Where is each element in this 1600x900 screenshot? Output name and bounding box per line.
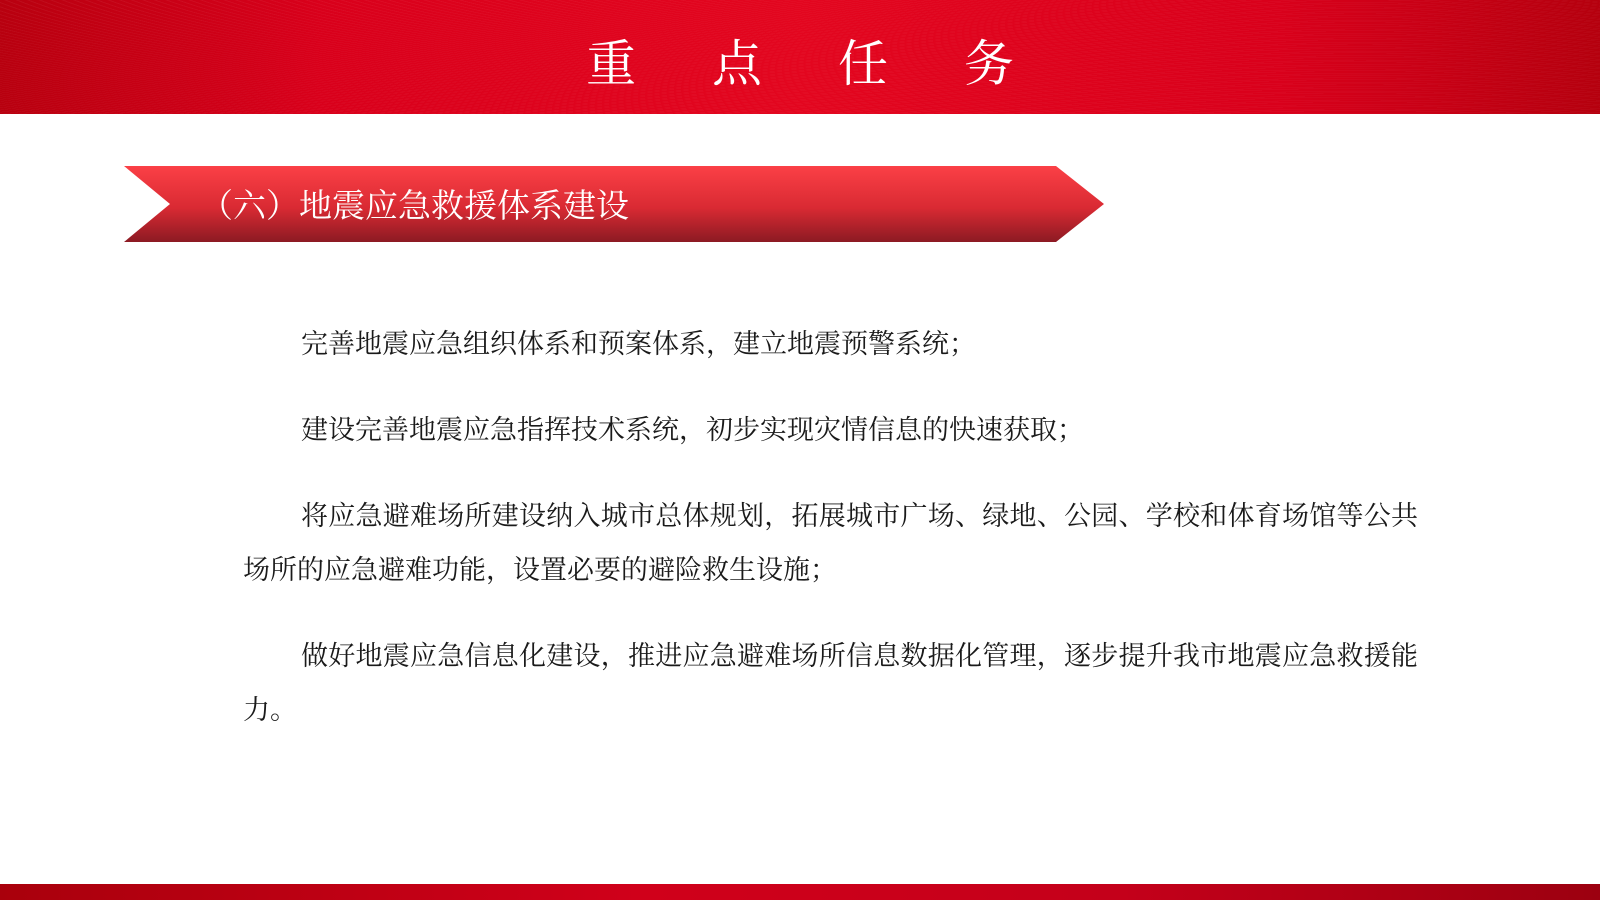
body-text xyxy=(243,318,1418,770)
paragraph: 完善地震应急组织体系和预案体系，建立地震预警系统； xyxy=(301,329,976,360)
paragraph: 建设完善地震应急指挥技术系统，初步实现灾情信息的快速获取； xyxy=(301,415,1084,446)
section-title: （六）地震应急救援体系建设 xyxy=(200,186,629,225)
paragraph: 将应急避难场所建设纳入城市总体规划，拓展城市广场、绿地、公园、学校和体育场馆等公共场所的应急避难功能，设置必要的避险救生设施； xyxy=(243,501,1418,586)
page-title: 重 点 任 务 xyxy=(586,35,1044,93)
footer-band xyxy=(0,884,1600,900)
paragraph: 做好地震应急信息化建设，推进应急避难场所信息数据化管理，逐步提升我市地震应急救援能力。 xyxy=(243,641,1418,726)
